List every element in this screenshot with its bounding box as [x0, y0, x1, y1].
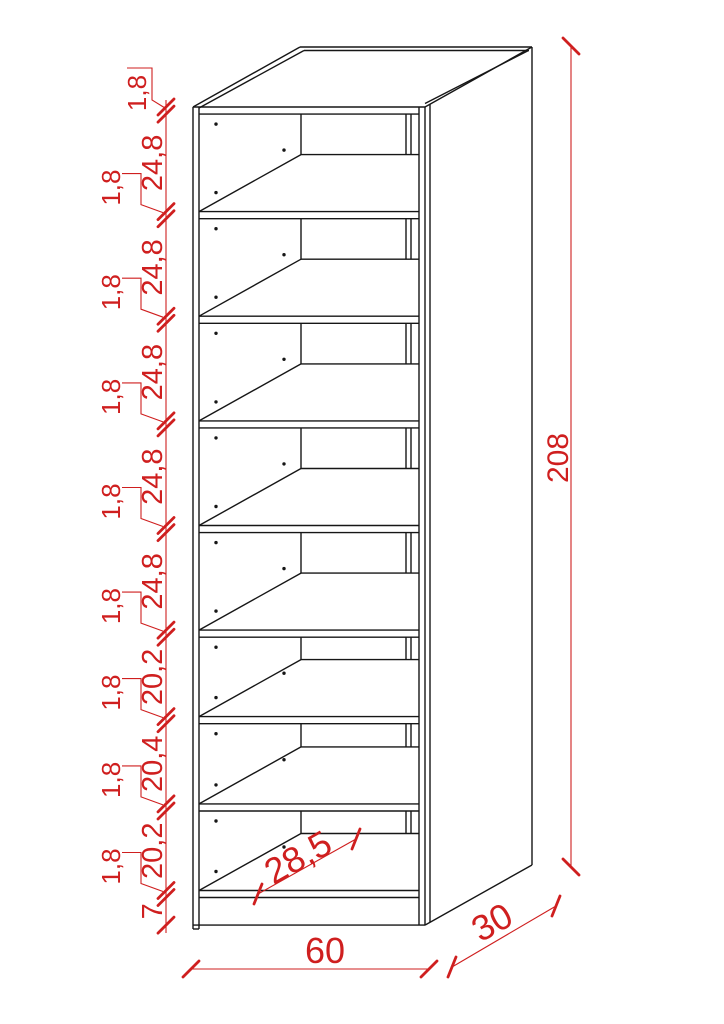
shelf-pin-hole	[282, 148, 285, 151]
shelf-pin-hole	[214, 122, 217, 125]
dimension-tick	[552, 896, 560, 916]
shelf-pin-hole	[214, 646, 217, 649]
shelf-pin-hole	[214, 296, 217, 299]
shelf-pin-hole	[214, 732, 217, 735]
chain-segment-label: 1,8	[96, 378, 126, 415]
shelf-pin-hole	[214, 332, 217, 335]
overall-dimensions-group	[183, 38, 579, 977]
shelf-pin-hole	[214, 609, 217, 612]
top-face-left-edge-inner	[199, 51, 304, 109]
chain-segment-label: 24,8	[137, 134, 169, 192]
shelf-pin-hole	[214, 191, 217, 194]
cabinet-outline-group	[193, 47, 532, 929]
chain-segment-label: 1,8	[96, 674, 126, 711]
top-face-right-edge	[425, 47, 532, 107]
chain-segment-label: 1,8	[96, 588, 126, 625]
shelf-pin-hole	[214, 696, 217, 699]
chain-segment-label: 24,8	[137, 553, 169, 610]
shelf-depth-dimension	[254, 822, 360, 904]
shelf-pin-hole	[282, 758, 285, 761]
depth-dimension-label: 30	[464, 894, 520, 950]
depth-dimension	[448, 894, 560, 977]
shelf-pin-hole	[214, 870, 217, 873]
chain-segment-label: 20,2	[137, 822, 169, 879]
shelf-pin-hole	[282, 358, 285, 361]
chain-segment-label: 24,8	[137, 239, 169, 296]
shelf-surface-left-edge	[199, 364, 301, 421]
top-face-left-edge	[193, 47, 300, 107]
shelf-pin-hole	[214, 505, 217, 508]
dimension-tick	[448, 957, 456, 977]
shelf-pin-hole	[214, 400, 217, 403]
shelf-pin-hole	[282, 253, 285, 256]
shelf-surface-left-edge	[199, 259, 301, 316]
width-dimension-label: 60	[304, 930, 346, 971]
top-face-right-edge-inner	[425, 51, 529, 104]
shelf-pin-hole	[282, 462, 285, 465]
chain-segment-label: 20,2	[137, 648, 169, 706]
shelf-surface-left-edge	[199, 660, 301, 717]
chain-segment-label: 1,8	[96, 848, 126, 885]
chain-segment-label: 20,4	[137, 735, 169, 793]
left-dimension-chain-group	[96, 68, 174, 933]
dimension-tick	[254, 884, 262, 904]
shelf-surface-left-edge	[199, 155, 301, 212]
chain-segment-label: 24,8	[137, 448, 169, 505]
chain-segment-label: 24,8	[137, 343, 169, 401]
chain-segment-label: 1,8	[96, 483, 126, 520]
chain-segment-label: 1,8	[96, 169, 126, 206]
shelf-pin-hole	[214, 227, 217, 230]
chain-segment-label: 7	[137, 903, 169, 920]
shelf-pin-hole	[214, 436, 217, 439]
shelf-surface-left-edge	[199, 469, 301, 526]
height-dimension	[542, 38, 579, 875]
shelf-depth-dimension-label: 28,5	[257, 822, 339, 893]
shelf-pin-hole	[214, 783, 217, 786]
chain-segment-label: 1,8	[96, 761, 126, 798]
shelf-pin-hole	[214, 819, 217, 822]
shelf-surface-left-edge	[199, 747, 301, 804]
chain-segment-label: 1,8	[96, 274, 126, 311]
dimension-tick	[352, 829, 360, 849]
height-dimension-label: 208	[542, 432, 575, 484]
shelf-pin-hole	[282, 567, 285, 570]
shelf-pin-hole	[214, 541, 217, 544]
shelf-surface-left-edge	[199, 573, 301, 630]
shelf-pin-hole	[282, 672, 285, 675]
chain-segment-label: 1,8	[122, 74, 152, 112]
width-dimension	[183, 930, 437, 977]
